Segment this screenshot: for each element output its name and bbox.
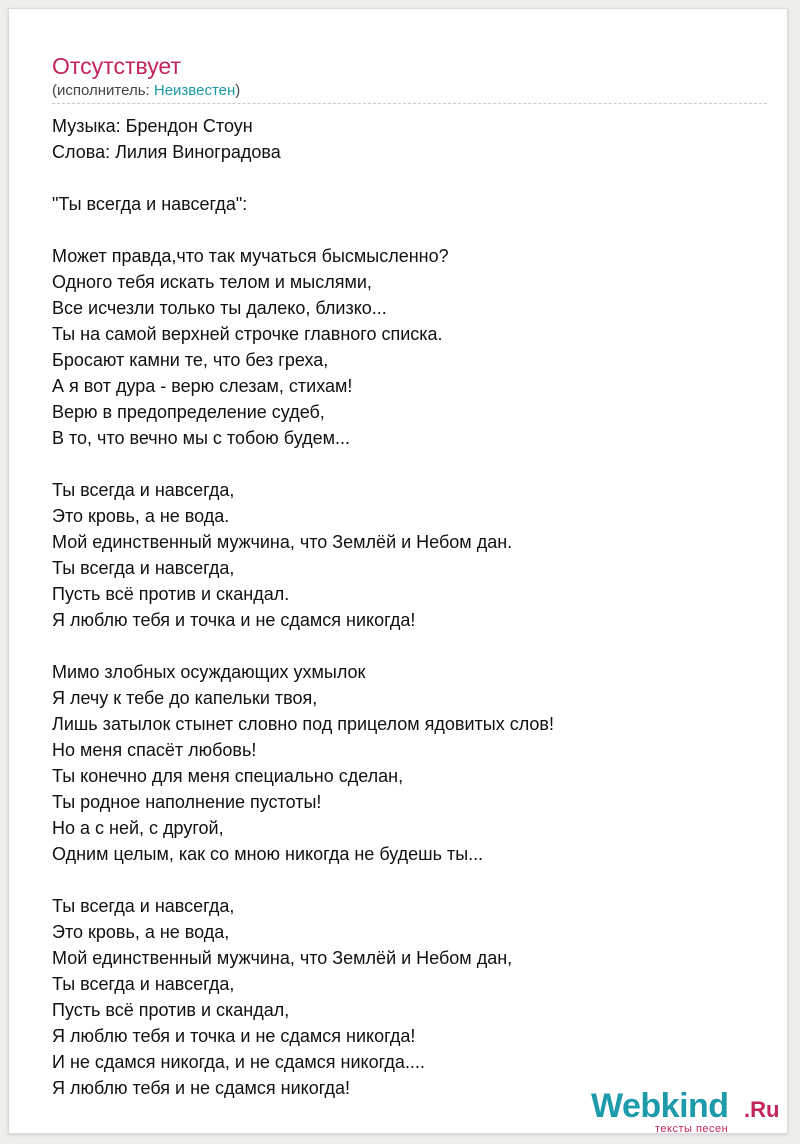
performer-line xyxy=(52,82,240,100)
lyrics-line: Одного тебя искать телом и мыслями, xyxy=(52,272,372,292)
lyrics-line: Мой единственный мужчина, что Землёй и Небом дан, xyxy=(52,948,513,968)
logo-tld: .Ru xyxy=(744,1097,780,1122)
lyrics-blank-line xyxy=(52,451,772,477)
lyrics-line: Все исчезли только ты далеко, близко... xyxy=(52,298,387,318)
lyrics-line: Я люблю тебя и точка и не сдамся никогда! xyxy=(52,610,416,630)
lyrics-line: Мой единственный мужчина, что Землёй и Небом дан. xyxy=(52,532,513,552)
lyrics-line: Верю в предопределение судеб, xyxy=(52,402,325,422)
lyrics-blank-line xyxy=(52,165,772,191)
lyrics-line: Это кровь, а не вода, xyxy=(52,922,230,942)
lyrics-line: Одним целым, как со мною никогда не будешь ты... xyxy=(52,844,484,864)
lyrics-line: Ты всегда и навсегда, xyxy=(52,558,235,578)
lyrics-line: Но а с ней, с другой, xyxy=(52,818,224,838)
lyrics-line: Ты конечно для меня специально сделан, xyxy=(52,766,404,786)
lyrics-line: Но меня спасёт любовь! xyxy=(52,740,257,760)
lyrics-line: Музыка: Брендон Стоун xyxy=(52,116,253,136)
song-title: Отсутствует xyxy=(52,53,181,79)
logo-tagline: тексты песен xyxy=(655,1123,729,1135)
lyrics-line: Бросают камни те, что без греха, xyxy=(52,350,329,370)
lyrics-line: А я вот дура - верю слезам, стихам! xyxy=(52,376,353,396)
lyrics-line: Я люблю тебя и не сдамся никогда! xyxy=(52,1078,351,1098)
lyrics-line: Пусть всё против и скандал. xyxy=(52,584,290,604)
lyrics-blank-line xyxy=(52,867,772,893)
webkind-logo[interactable] xyxy=(591,1086,791,1136)
lyrics-line: Слова: Лилия Виноградова xyxy=(52,142,281,162)
lyrics-line: Ты родное наполнение пустоты! xyxy=(52,792,322,812)
lyrics-line: В то, что вечно мы с тобою будем... xyxy=(52,428,350,448)
lyrics-line: "Ты всегда и навсегда": xyxy=(52,194,248,214)
lyrics-line: Может правда,что так мучаться бысмысленно? xyxy=(52,246,449,266)
lyrics-line: Это кровь, а не вода. xyxy=(52,506,230,526)
title-divider xyxy=(52,103,767,104)
lyrics-line: И не сдамся никогда, и не сдамся никогда.... xyxy=(52,1052,425,1072)
lyrics-line: Мимо злобных осуждающих ухмылок xyxy=(52,662,366,682)
performer-prefix: (исполнитель: xyxy=(52,82,154,99)
performer-suffix: ) xyxy=(235,82,241,99)
lyrics-line: Ты всегда и навсегда, xyxy=(52,896,235,916)
lyrics-line: Ты всегда и навсегда, xyxy=(52,480,235,500)
logo-wordmark: Webkind xyxy=(591,1087,729,1125)
lyrics-line: Я лечу к тебе до капельки твоя, xyxy=(52,688,318,708)
lyrics-line: Пусть всё против и скандал, xyxy=(52,1000,290,1020)
performer-link[interactable]: Неизвестен xyxy=(153,82,236,99)
lyrics-blank-line xyxy=(52,633,772,659)
lyrics-line: Лишь затылок стынет словно под прицелом ядовитых слов! xyxy=(52,714,554,734)
lyrics-line: Ты на самой верхней строчке главного списка. xyxy=(52,324,443,344)
lyrics-card xyxy=(8,8,788,1134)
lyrics-body xyxy=(52,113,772,1101)
lyrics-blank-line xyxy=(52,217,772,243)
lyrics-line: Я люблю тебя и точка и не сдамся никогда! xyxy=(52,1026,416,1046)
lyrics-line: Ты всегда и навсегда, xyxy=(52,974,235,994)
